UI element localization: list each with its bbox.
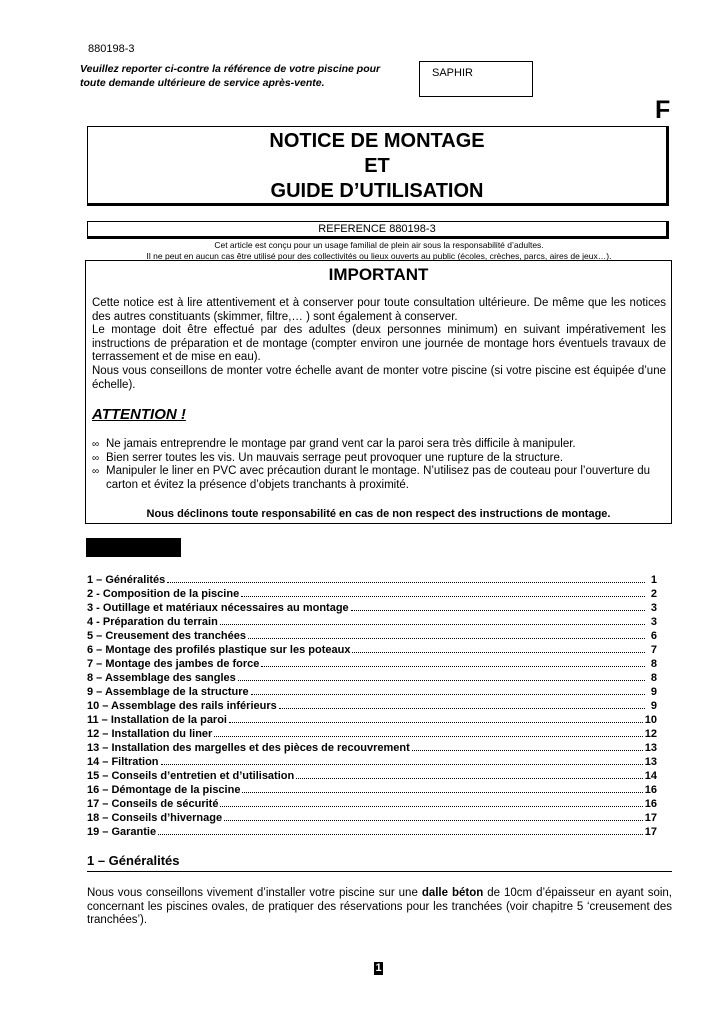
toc-leader [242, 792, 642, 793]
toc-leader [261, 666, 645, 667]
toc-page: 13 [644, 742, 657, 754]
attention-item [92, 465, 666, 492]
toc-label: 7 – Montage des jambes de force [87, 658, 260, 670]
toc-label: 6 – Montage des profilés plastique sur les poteaux [87, 644, 351, 656]
toc-leader [251, 694, 645, 695]
toc-row [87, 782, 657, 796]
toc-leader [412, 750, 643, 751]
title-line-2: ET [364, 155, 390, 177]
reference-line: REFERENCE 880198-3 [87, 221, 669, 239]
toc-leader [224, 820, 643, 821]
toc-label: 9 – Assemblage de la structure [87, 686, 249, 698]
toc-row [87, 670, 657, 684]
toc-page: 10 [644, 714, 657, 726]
important-text [92, 297, 666, 392]
disclaimer: Nous déclinons toute responsabilité en cas de non respect des instructions de montage. [146, 508, 611, 520]
toc-row [87, 642, 657, 656]
page-number: 1 [375, 962, 382, 974]
redacted-bar [86, 538, 181, 557]
toc-label: 17 – Conseils de sécurité [87, 798, 219, 810]
toc-leader [220, 624, 645, 625]
toc-label: 3 - Outillage et matériaux nécessaires au montage [87, 602, 349, 614]
usage-note-line-2: Il ne peut en aucun cas être utilisé pour des collectivités ou lieux ouverts au public (écoles, crèches, parcs, aires de jeux…). [146, 250, 612, 261]
infinity-bullet-icon: ∞ [92, 439, 100, 450]
document-reference: 880198-3 [88, 43, 135, 55]
title-line-1: NOTICE DE MONTAGE [269, 130, 485, 152]
toc-leader [238, 680, 645, 681]
toc-row [87, 824, 657, 838]
toc-row [87, 698, 657, 712]
toc-row [87, 726, 657, 740]
toc-page: 13 [644, 756, 657, 768]
toc-row [87, 768, 657, 782]
toc-row [87, 712, 657, 726]
model-name: SAPHIR [432, 67, 473, 79]
usage-note-line-1: Cet article est conçu pour un usage familial de plein air sous la responsabilité d’adultes. [214, 240, 544, 250]
attention-item-text: Bien serrer toutes les vis. Un mauvais serrage peut provoquer une rupture de la structure. [106, 451, 564, 464]
toc-page: 16 [644, 784, 657, 796]
title-line-3: GUIDE D’UTILISATION [270, 180, 484, 202]
attention-list [92, 438, 666, 492]
toc-row [87, 796, 657, 810]
toc-page: 2 [650, 588, 657, 600]
toc-leader [352, 652, 645, 653]
infinity-bullet-icon: ∞ [92, 452, 100, 464]
toc-row [87, 614, 657, 628]
toc-label: 5 – Creusement des tranchées [87, 630, 246, 642]
toc-page: 9 [650, 700, 657, 712]
toc-leader [279, 708, 645, 709]
toc-label: 8 – Assemblage des sangles [87, 672, 236, 684]
toc-label: 12 – Installation du liner [87, 728, 213, 740]
toc-label: 11 – Installation de la paroi [87, 714, 227, 726]
toc-page: 6 [650, 630, 657, 642]
toc-leader [214, 736, 642, 737]
toc-row [87, 600, 657, 614]
usage-note [87, 240, 671, 261]
attention-item-text: Manipuler le liner en PVC avec précaution durant le montage. N’utilisez pas de couteau pour l’ouverture du carton et évitez la présence d’objets tranchants à proximité. [106, 465, 651, 491]
toc-label: 18 – Conseils d’hivernage [87, 812, 223, 824]
important-title: IMPORTANT [328, 265, 429, 284]
toc-label: 4 - Préparation du terrain [87, 616, 218, 628]
toc-leader [220, 806, 642, 807]
toc-leader [161, 764, 643, 765]
reference-note [80, 62, 425, 90]
infinity-bullet-icon: ∞ [92, 466, 100, 478]
toc-leader [248, 638, 645, 639]
attention-title: ATTENTION ! [92, 406, 186, 423]
toc-row [87, 656, 657, 670]
toc-row [87, 740, 657, 754]
toc-page: 8 [650, 672, 657, 684]
toc-leader [158, 834, 643, 835]
toc-page: 9 [650, 686, 657, 698]
language-code: F [655, 96, 671, 124]
toc-row [87, 754, 657, 768]
attention-item [92, 438, 666, 452]
toc-label: 2 - Composition de la piscine [87, 588, 240, 600]
section-text-before: Nous vous conseillons vivement d’installer votre piscine sur une [87, 887, 422, 899]
model-reference-box [419, 61, 533, 97]
toc-page: 3 [650, 602, 657, 614]
title-box [87, 126, 669, 206]
section-text-bold: dalle béton [421, 887, 484, 899]
toc-label: 16 – Démontage de la piscine [87, 784, 241, 796]
toc-page: 17 [644, 812, 657, 824]
toc-row [87, 810, 657, 824]
toc-page: 3 [650, 616, 657, 628]
toc-row [87, 628, 657, 642]
toc-leader [241, 596, 645, 597]
toc-page: 17 [644, 826, 657, 838]
toc-leader [167, 582, 645, 583]
toc-row [87, 572, 657, 586]
important-paragraph-3: Nous vous conseillons de monter votre échelle avant de monter votre piscine (si votre piscine est équipée d’une échelle). [92, 364, 666, 391]
table-of-contents [87, 572, 657, 838]
section-text-after: de 10cm d’épaisseur en ayant soin, concernant les piscines ovales, de pratiquer des réservations pour les tranchées (voir chapitre 5 ‘creusement des tranchées’). [87, 887, 672, 927]
toc-label: 19 – Garantie [87, 826, 157, 838]
toc-page: 1 [650, 574, 657, 586]
toc-page: 14 [644, 770, 657, 782]
important-paragraph-2: Le montage doit être effectué par des adultes (deux personnes minimum) en suivant impérativement les instructions de préparation et de montage (compter environ une journée de montage hors éventuels travaux de terrassement et de mise en eau). [92, 324, 666, 364]
toc-label: 15 – Conseils d’entretien et d’utilisation [87, 770, 295, 782]
toc-leader [296, 778, 643, 779]
reference-note-line-1: Veuillez reporter ci-contre la référence de votre piscine pour [80, 63, 381, 75]
section-divider [87, 871, 672, 872]
toc-leader [351, 610, 645, 611]
toc-leader [229, 722, 643, 723]
section-body [87, 887, 672, 928]
toc-row [87, 684, 657, 698]
toc-page: 12 [644, 728, 657, 740]
toc-label: 14 – Filtration [87, 756, 159, 768]
toc-page: 7 [650, 644, 657, 656]
toc-page: 16 [644, 798, 657, 810]
toc-label: 10 – Assemblage des rails inférieurs [87, 700, 277, 712]
attention-item [92, 452, 666, 466]
toc-page: 8 [650, 658, 657, 670]
attention-item-text: Ne jamais entreprendre le montage par grand vent car la paroi sera très difficile à manipuler. [106, 438, 576, 450]
toc-label: 13 – Installation des margelles et des pièces de recouvrement [87, 742, 410, 754]
toc-row [87, 586, 657, 600]
important-paragraph-1: Cette notice est à lire attentivement et à conserver pour toute consultation ultérieure. De même que les notices des autres constituants (skimmer, filtre,… ) sont également à conserver. [92, 297, 666, 323]
section-heading: 1 – Généralités [87, 853, 180, 868]
reference-note-line-2: toute demande ultérieure de service après-vente. [80, 77, 325, 89]
toc-label: 1 – Généralités [87, 574, 166, 586]
